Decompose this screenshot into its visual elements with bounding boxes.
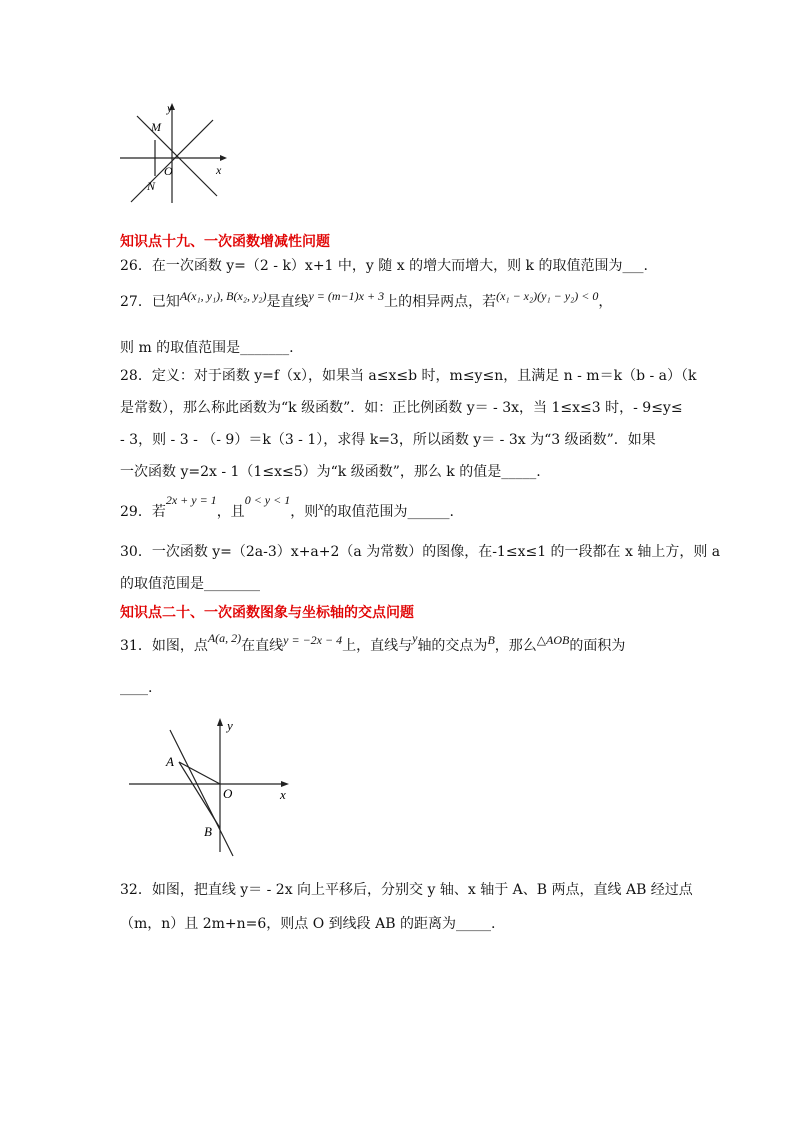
q31-suffix: 的面积为 (569, 638, 626, 654)
q31-mid3: 轴的交点为 (417, 638, 488, 654)
q29-mid2: ，则 (290, 504, 319, 520)
question-28-line-4: 一次函数 y=2x - 1（1≤x≤5）为“k 级函数”，那么 k 的值是_____. (120, 464, 541, 480)
figure2-label-a: A (166, 754, 174, 769)
figure1-label-n: N (147, 179, 156, 193)
figure1-label-x: x (216, 163, 222, 177)
q31-axis: y (412, 631, 418, 645)
section-19-heading: 知识点十九、一次函数增减性问题 (120, 234, 330, 250)
question-32-line-2: （m，n）且 2m+n=6，则点 O 到线段 AB 的距离为_____. (120, 916, 496, 932)
q27-middle: 是直线 (266, 294, 309, 310)
q31-prefix: 31．如图，点 (120, 638, 208, 654)
q29-prefix: 29．若 (120, 504, 166, 520)
figure2-label-y: y (227, 718, 233, 733)
q27-condition-formula: (x₁ − x₂)(y₁ − y₂) < 0 (496, 289, 599, 303)
figure1-label-y: y (167, 101, 173, 115)
question-30-line-1: 30．一次函数 y=（2a-3）x+a+2（a 为常数）的图像，在-1≤x≤1 的一段都在 x 轴上方，则 a (120, 544, 721, 560)
figure1-label-m: M (151, 120, 161, 134)
figure2-label-b: B (204, 824, 212, 839)
segment-ab (179, 762, 220, 828)
q29-eq2: 0 < y < 1 (244, 493, 291, 507)
q27-line-formula: y = (m−1)x + 3 (308, 289, 385, 303)
q29-var: x (318, 499, 324, 513)
question-31-line-2: ____. (120, 680, 153, 696)
question-29 (120, 493, 454, 522)
figure1-label-origin: O (164, 164, 173, 178)
question-28-line-1: 28．定义：对于函数 y=f（x），如果当 a≤x≤b 时，m≤y≤n，且满足 n - m＝k（b - a）（k (120, 368, 697, 384)
q31-mid4: ，那么 (494, 638, 537, 654)
q29-suffix: 的取值范围为______. (323, 504, 454, 520)
q31-point-b: B (487, 633, 495, 647)
figure-1-graph (115, 98, 235, 210)
q27-points-formula: A(x₁, y₁), B(x₂, y₂) (179, 289, 267, 303)
figure2-label-x: x (280, 787, 286, 802)
q31-mid2: 上，直线与 (342, 638, 413, 654)
q27-prefix: 27．已知 (120, 294, 180, 310)
question-28-line-3: - 3，则 - 3 - （- 9）＝k（3 - 1），求得 k=3，所以函数 y＝ - 3x 为“3 级函数”．如果 (120, 432, 656, 448)
question-30-line-2: 的取值范围是________ (120, 576, 260, 592)
q29-mid1: ，且 (216, 504, 245, 520)
question-32-line-1: 32．如图，把直线 y＝ - 2x 向上平移后，分别交 y 轴、x 轴于 A、B 两点，直线 AB 经过点 (120, 882, 693, 898)
question-26: 26．在一次函数 y=（2 - k）x+1 中，y 随 x 的增大而增大，则 k 的取值范围为___. (120, 258, 648, 274)
y-axis-arrow-icon (217, 718, 223, 726)
question-31 (120, 631, 626, 656)
q29-eq1: 2x + y = 1 (165, 493, 217, 507)
q31-line-formula: y = −2x − 4 (283, 633, 343, 647)
section-20-heading: 知识点二十、一次函数图象与坐标轴的交点问题 (120, 605, 414, 621)
question-27-line-2: 则 m 的取值范围是_______. (120, 340, 294, 356)
q27-comma: ， (598, 294, 613, 310)
figure2-label-origin: O (223, 786, 233, 801)
q31-triangle: △AOB (536, 633, 570, 647)
question-27 (120, 289, 613, 312)
x-axis-arrow-icon (220, 155, 227, 161)
question-28-line-2: 是常数），那么称此函数为“k 级函数”．如：正比例函数 y＝ - 3x，当 1≤x≤3 时，- 9≤y≤ (120, 400, 683, 416)
q31-point: A(a, 2) (207, 631, 242, 645)
q27-after: 上的相异两点，若 (384, 294, 497, 310)
q31-mid1: 在直线 (241, 638, 284, 654)
figure-2-graph (125, 714, 295, 862)
